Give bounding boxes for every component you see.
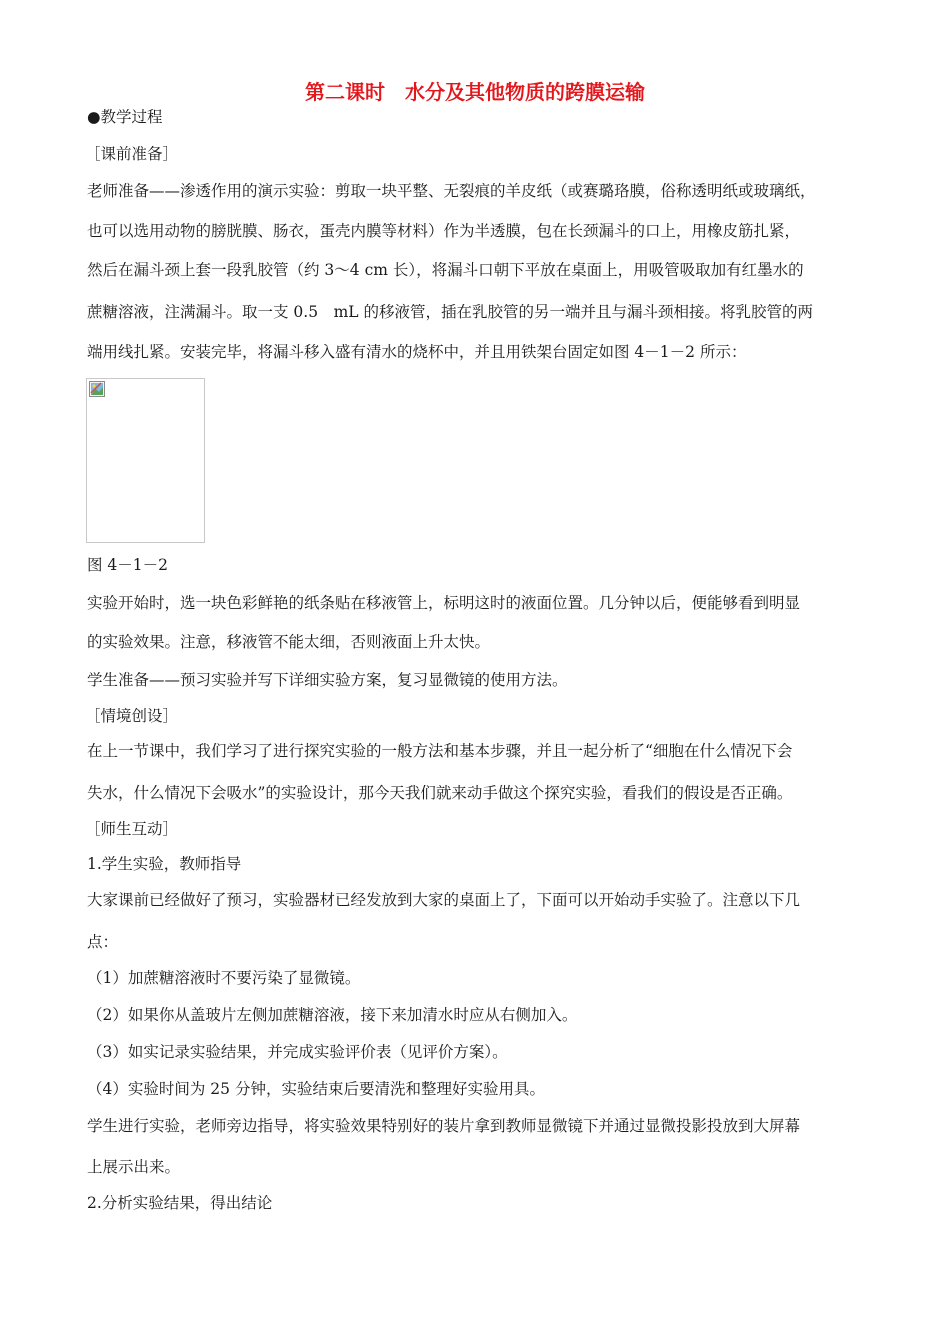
paragraph-line: 然后在漏斗颈上套一段乳胶管（约 3～4 cm 长），将漏斗口朝下平放在桌面上，用吸管吸取加有红墨水的 — [87, 261, 804, 279]
list-item: （2）如果你从盖玻片左侧加蔗糖溶液，接下来加清水时应从右侧加入。 — [87, 1006, 578, 1024]
paragraph-line: 大家课前已经做好了预习，实验器材已经发放到大家的桌面上了，下面可以开始动手实验了。注意以下几 — [87, 891, 801, 909]
paragraph-line: 失水，什么情况下会吸水”的实验设计，那今天我们就来动手做这个探究实验，看我们的假设是否正确。 — [87, 784, 793, 802]
list-item: （4）实验时间为 25 分钟，实验结束后要清洗和整理好实验用具。 — [87, 1080, 545, 1098]
paragraph-line: 实验开始时，选一块色彩鲜艳的纸条贴在移液管上，标明这时的液面位置。几分钟以后，便能够看到明显 — [87, 594, 801, 612]
paragraph-line: 学生进行实验，老师旁边指导，将实验效果特别好的装片拿到教师显微镜下并通过显微投影投放到大屏幕 — [87, 1117, 801, 1135]
paragraph-line: 上展示出来。 — [87, 1158, 181, 1176]
list-item: （3）如实记录实验结果，并完成实验评价表（见评价方案）。 — [87, 1043, 508, 1061]
paragraph-line: 在上一节课中，我们学习了进行探究实验的一般方法和基本步骤，并且一起分析了“细胞在什么情况下会 — [87, 742, 793, 760]
paragraph-line: 蔗糖溶液，注满漏斗。取一支 0.5 mL 的移液管，插在乳胶管的另一端并且与漏斗颈相接。将乳胶管的两 — [87, 303, 813, 321]
paragraph-line: 也可以选用动物的膀胱膜、肠衣，蛋壳内膜等材料）作为半透膜，包在长颈漏斗的口上，用橡皮筋扎紧， — [87, 222, 801, 240]
broken-image-icon — [89, 381, 105, 397]
heading-scenario: ［情境创设］ — [85, 707, 179, 725]
paragraph-line: 端用线扎紧。安装完毕，将漏斗移入盛有清水的烧杯中，并且用铁架台固定如图 4－1－2 所示： — [87, 343, 747, 361]
section-label-teaching-process: ●教学过程 — [87, 108, 163, 126]
list-item: （1）加蔗糖溶液时不要污染了显微镜。 — [87, 969, 361, 987]
page-title: 第二课时 水分及其他物质的跨膜运输 — [305, 80, 645, 104]
paragraph-line: 学生准备——预习实验并写下详细实验方案，复习显微镜的使用方法。 — [87, 671, 568, 689]
paragraph-line: 老师准备——渗透作用的演示实验：剪取一块平整、无裂痕的羊皮纸（或赛璐珞膜，俗称透明纸或玻璃纸， — [87, 182, 816, 200]
heading-interaction: ［师生互动］ — [85, 820, 179, 838]
step-heading: 1.学生实验，教师指导 — [87, 855, 242, 873]
paragraph-line: 的实验效果。注意，移液管不能太细，否则液面上升太快。 — [87, 633, 491, 651]
paragraph-line: 点： — [87, 933, 119, 951]
figure-image-placeholder — [86, 378, 205, 543]
heading-pre-class-prep: ［课前准备］ — [85, 145, 179, 163]
figure-caption: 图 4－1－2 — [87, 556, 169, 574]
step-heading: 2.分析实验结果，得出结论 — [87, 1194, 273, 1212]
